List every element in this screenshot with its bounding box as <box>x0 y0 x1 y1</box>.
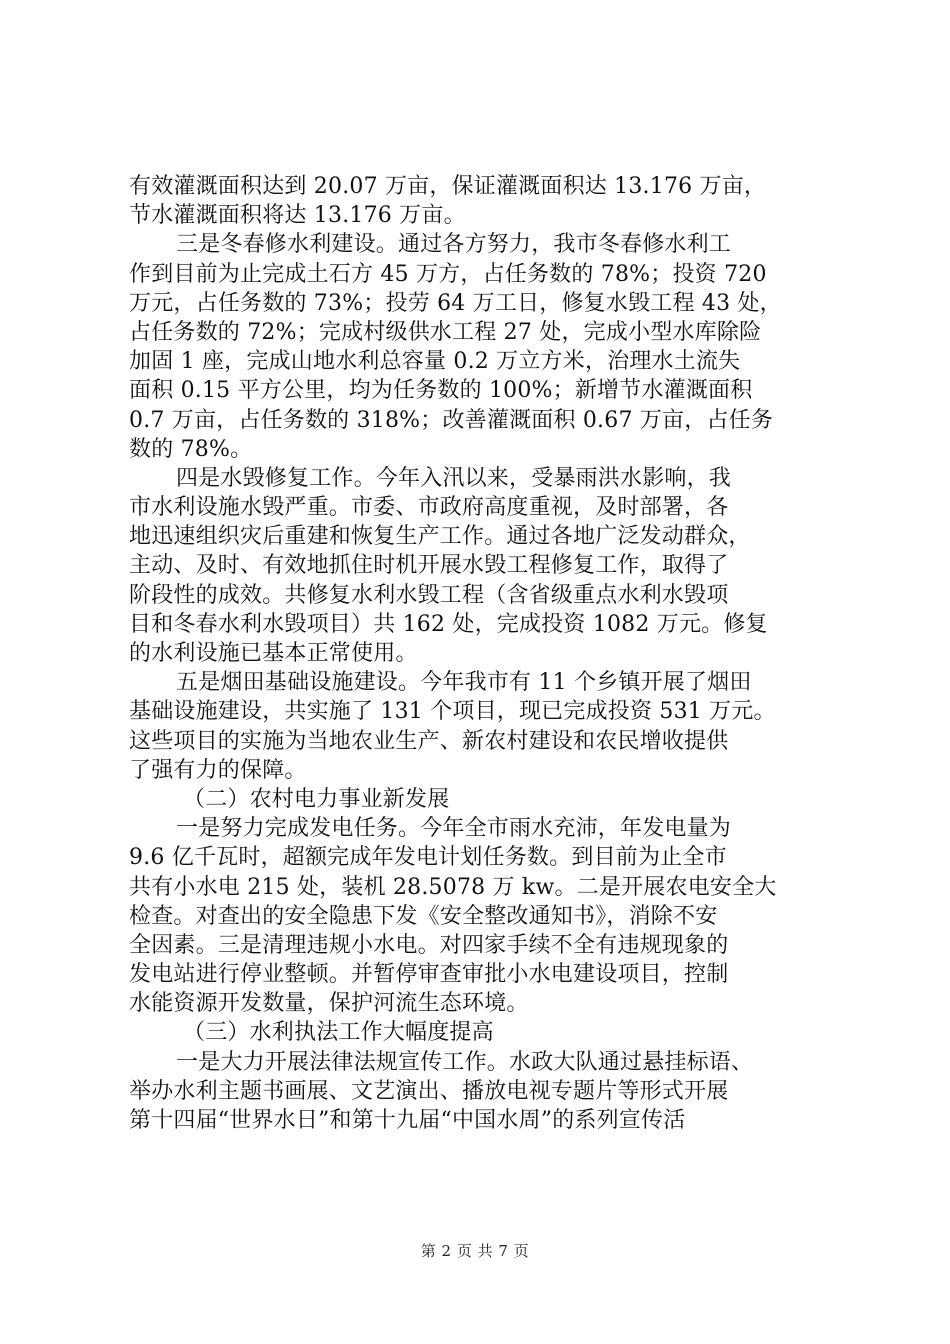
paragraph-start: 四是水毁修复工作。今年入汛以来，受暴雨洪水影响，我 <box>176 465 732 491</box>
text-line: 数的 78%。 <box>129 436 253 462</box>
text-line: 节水灌溉面积将达 13.176 万亩。 <box>129 203 466 229</box>
text-line: 第十四届“世界水日”和第十九届“中国水周”的系列宣传活 <box>129 1108 686 1133</box>
text-line: 水能资源开发数量，保护河流生态环境。 <box>129 991 529 1017</box>
text-line: 作到目前为止完成土石方 45 万方，占任务数的 78%；投资 720 <box>129 261 767 287</box>
text-line: 基础设施建设，共实施了 131 个项目，现已完成投资 531 万元。 <box>129 699 776 725</box>
text-line: 有效灌溉面积达到 20.07 万亩，保证灌溉面积达 13.176 万亩， <box>129 174 767 199</box>
section-heading: （三）水利执法工作大幅度提高 <box>183 1020 494 1046</box>
text-line: 发电站进行停业整顿。并暂停审查审批小水电建设项目，控制 <box>129 962 729 988</box>
text-line: 共有小水电 215 处，装机 28.5078 万 kw。二是开展农电安全大 <box>129 874 777 900</box>
paragraph-start: 一是大力开展法律法规宣传工作。水政大队通过悬挂标语、 <box>176 1049 754 1075</box>
text-line: 0.7 万亩，占任务数的 318%；改善灌溉面积 0.67 万亩，占任务 <box>129 407 774 433</box>
document-body <box>129 172 834 1135</box>
paragraph-start: 三是冬春修水利建设。通过各方努力，我市冬春修水利工 <box>176 232 732 258</box>
text-line: 市水利设施水毁严重。市委、市政府高度重视，及时部署，各 <box>129 495 729 521</box>
text-line: 全因素。三是清理违规小水电。对四家手续不全有违规现象的 <box>129 932 729 958</box>
text-line: 目和冬春水利水毁项目）共 162 处，完成投资 1082 万元。修复 <box>129 611 768 637</box>
text-line: 这些项目的实施为当地农业生产、新农村建设和农民增收提供 <box>129 728 729 754</box>
text-line: 的水利设施已基本正常使用。 <box>129 641 418 666</box>
paragraph-start: 五是烟田基础设施建设。今年我市有 11 个乡镇开展了烟田 <box>176 670 752 696</box>
text-line: 了强有力的保障。 <box>129 757 307 783</box>
text-line: 9.6 亿千瓦时，超额完成年发电计划任务数。到目前为止全市 <box>129 845 727 871</box>
text-line: 举办水利主题书画展、文艺演出、播放电视专题片等形式开展 <box>129 1078 729 1104</box>
text-line: 阶段性的成效。共修复水利水毁工程（含省级重点水利水毁项 <box>129 582 729 608</box>
page-number-footer: 第 2 页 共 7 页 <box>420 1242 530 1260</box>
text-line: 检查。对查出的安全隐患下发《安全整改通知书》，消除不安 <box>129 903 718 929</box>
text-line: 地迅速组织灾后重建和恢复生产工作。通过各地广泛发动群众， <box>129 524 751 550</box>
text-line: 加固 1 座，完成山地水利总容量 0.2 万立方米，治理水土流失 <box>129 349 741 375</box>
text-line: 面积 0.15 平方公里，均为任务数的 100%；新增节水灌溉面积 <box>129 378 753 404</box>
text-line: 主动、及时、有效地抓住时机开展水毁工程修复工作，取得了 <box>129 553 729 579</box>
section-heading: （二）农村电力事业新发展 <box>183 786 450 812</box>
text-line: 万元，占任务数的 73%；投劳 64 万工日，修复水毁工程 43 处， <box>129 290 782 316</box>
paragraph-start: 一是努力完成发电任务。今年全市雨水充沛，年发电量为 <box>176 816 732 842</box>
text-line: 占任务数的 72%；完成村级供水工程 27 处，完成小型水库除险 <box>129 319 762 345</box>
